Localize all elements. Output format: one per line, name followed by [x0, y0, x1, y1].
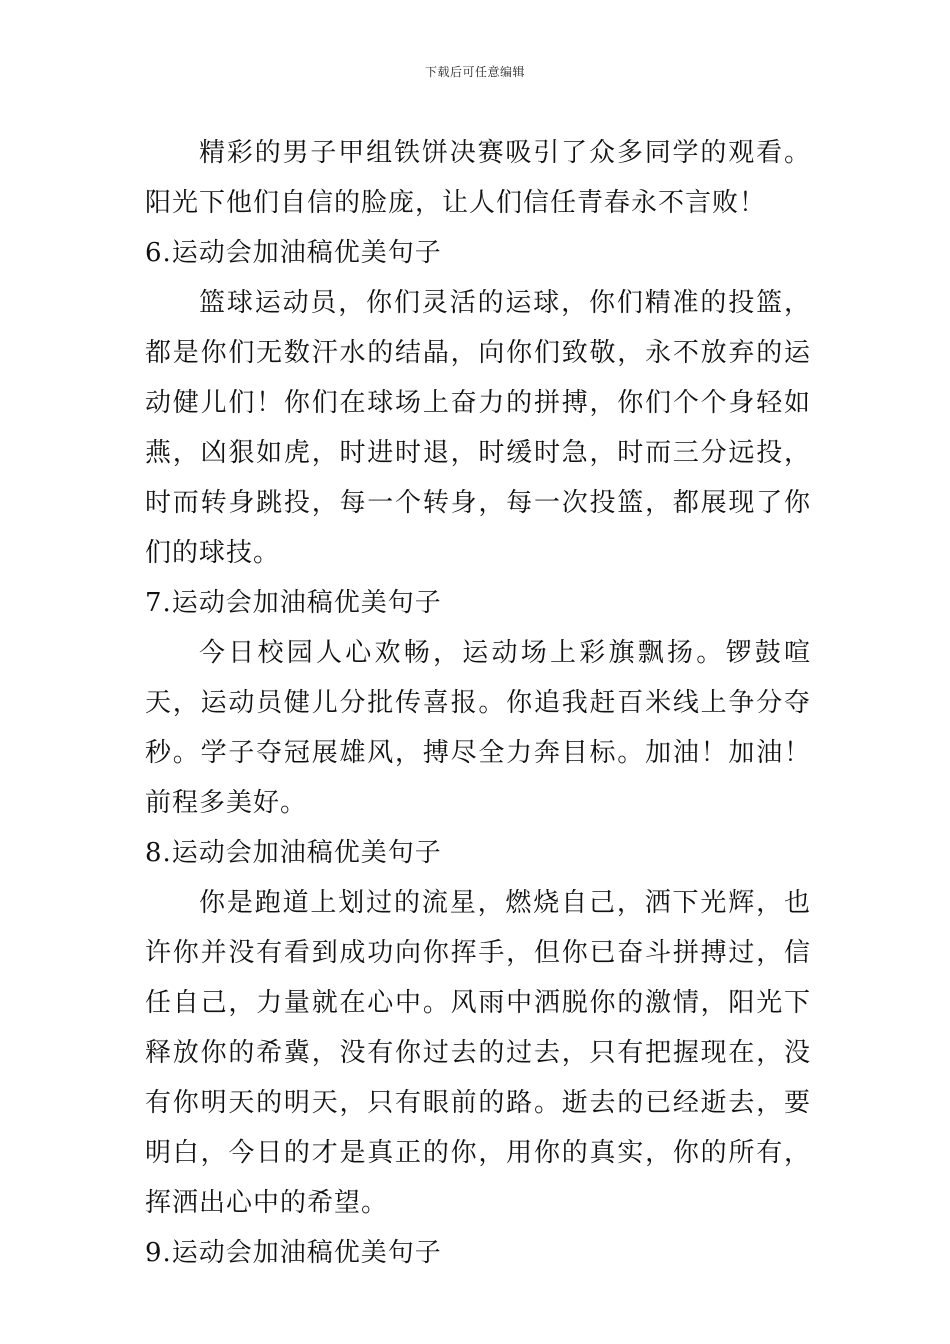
document-body: [145, 128, 811, 1278]
section-heading: 8.运动会加油稿优美句子: [145, 838, 442, 868]
paragraph: 篮球运动员，你们灵活的运球，你们精准的投篮，都是你们无数汗水的结晶，向你们致敬，永不放弃的运动健儿们！你们在球场上奋力的拼搏，你们个个身轻如燕，凶狠如虎，时进时退，时缓时急，时而三分远投，时而转身跳投，每一个转身，每一次投篮，都展现了你们的球技。: [145, 288, 811, 568]
paragraph: 你是跑道上划过的流星，燃烧自己，洒下光辉，也许你并没有看到成功向你挥手，但你已奋斗拼搏过，信任自己，力量就在心中。风雨中洒脱你的激情，阳光下释放你的希冀，没有你过去的过去，只有把握现在，没有你明天的明天，只有眼前的路。逝去的已经逝去，要明白，今日的才是真正的你，用你的真实，你的所有，挥洒出心中的希望。: [145, 888, 811, 1218]
page-header: 下载后可任意编辑: [424, 65, 525, 79]
section-heading: 9.运动会加油稿优美句子: [145, 1238, 442, 1268]
paragraph: 今日校园人心欢畅，运动场上彩旗飘扬。锣鼓喧天，运动员健儿分批传喜报。你追我赶百米线上争分夺秒。学子夺冠展雄风，搏尽全力奔目标。加油！加油！前程多美好。: [145, 638, 811, 818]
section-heading: 6.运动会加油稿优美句子: [145, 238, 442, 268]
section-heading: 7.运动会加油稿优美句子: [145, 588, 442, 618]
paragraph: 精彩的男子甲组铁饼决赛吸引了众多同学的观看。阳光下他们自信的脸庞，让人们信任青春永不言败！: [145, 138, 811, 218]
